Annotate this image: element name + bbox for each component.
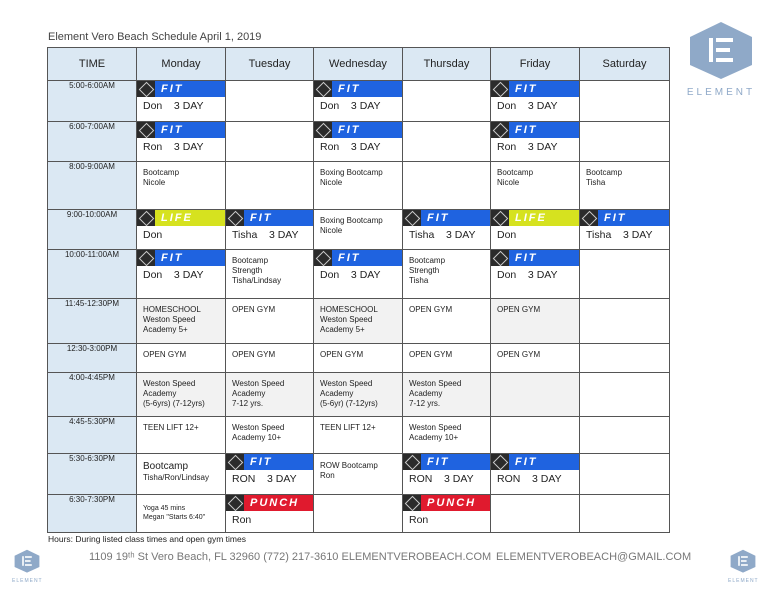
schedule-row (48, 122, 670, 162)
class-instructor: RON 3 DAY (409, 473, 474, 485)
class-text-line: OPEN GYM (143, 350, 187, 359)
schedule-cell (137, 299, 226, 344)
class-text-line: TEEN LIFT 12+ (143, 423, 199, 432)
schedule-cell (580, 454, 670, 495)
badge-word: FIT (155, 250, 225, 266)
schedule-row (48, 495, 670, 533)
element-logo-small-right (728, 549, 758, 584)
class-text-line: Weston Speed (320, 315, 373, 324)
element-logo-small-left (12, 549, 42, 584)
schedule-row (48, 250, 670, 299)
class-text-line: Weston Speed (409, 423, 462, 432)
class-text-line: Weston Speed (409, 379, 462, 388)
element-mark-icon (491, 81, 509, 97)
class-text-line: Weston Speed (232, 423, 285, 432)
schedule-cell (403, 122, 491, 162)
schedule-cell (137, 122, 226, 162)
class-text-line: Nicole (320, 178, 343, 187)
element-mark-icon (137, 250, 155, 266)
badge-word: FIT (155, 122, 225, 138)
schedule-cell (403, 299, 491, 344)
element-hexagon-icon (13, 549, 41, 573)
fit-class-badge (314, 250, 402, 266)
schedule-cell (226, 344, 314, 373)
class-text-line: Weston Speed (143, 315, 196, 324)
badge-word: FIT (509, 122, 579, 138)
time-slot: 5:00-6:00AM (48, 81, 137, 122)
schedule-cell (580, 81, 670, 122)
page-title: Element Vero Beach Schedule April 1, 2019 (48, 31, 262, 43)
schedule-cell (403, 162, 491, 210)
element-mark-icon (580, 210, 598, 226)
schedule-cell (314, 81, 403, 122)
brand-name: ELEMENT (686, 87, 756, 98)
brand-name-small: ELEMENT (12, 578, 43, 584)
class-instructor: Don 3 DAY (143, 100, 204, 112)
time-slot: 9:00-10:00AM (48, 210, 137, 250)
schedule-cell (226, 299, 314, 344)
class-text-line: Megan "Starts 6:40" (143, 514, 206, 521)
fit-class-badge (491, 250, 579, 266)
element-mark-icon (491, 122, 509, 138)
header-row (48, 48, 670, 81)
element-hexagon-icon (729, 549, 757, 573)
class-text-line: Academy 10+ (409, 433, 459, 442)
schedule-row (48, 344, 670, 373)
fit-class-badge (403, 454, 490, 470)
schedule-cell (403, 495, 491, 533)
class-text-line: HOMESCHOOL (143, 305, 201, 314)
fit-class-badge (226, 454, 313, 470)
class-text-line: OPEN GYM (497, 350, 541, 359)
schedule-cell (403, 81, 491, 122)
schedule-cell (403, 417, 491, 454)
element-mark-icon (491, 454, 509, 470)
time-slot: 5:30-6:30PM (48, 454, 137, 495)
class-instructor: Don 3 DAY (320, 269, 381, 281)
schedule-cell (580, 344, 670, 373)
class-text-line: Academy 10+ (232, 433, 282, 442)
class-text-line: Academy (409, 389, 443, 398)
schedule-cell (403, 373, 491, 417)
class-text-line: Strength (409, 266, 440, 275)
address: 1109 19ᵗʰ St Vero Beach, FL 32960 (772) 217-3610 ELEMENTVEROBEACH.COM (89, 551, 492, 563)
schedule-cell (314, 344, 403, 373)
element-mark-icon (226, 454, 244, 470)
class-instructors: Tisha/Ron/Lindsay (143, 473, 209, 482)
time-slot: 12:30-3:00PM (48, 344, 137, 373)
schedule-cell (580, 122, 670, 162)
badge-word: FIT (509, 250, 579, 266)
class-text-line: Ron (320, 471, 335, 480)
class-text-line: OPEN GYM (497, 305, 541, 314)
schedule-cell (314, 373, 403, 417)
element-mark-icon (314, 122, 332, 138)
schedule-cell (226, 81, 314, 122)
schedule-cell (137, 417, 226, 454)
fit-class-badge (137, 81, 225, 97)
schedule-cell (226, 373, 314, 417)
life-class-badge (137, 210, 225, 226)
schedule-row (48, 81, 670, 122)
element-mark-icon (314, 250, 332, 266)
header-wednesday: Wednesday (314, 48, 403, 81)
schedule-cell (226, 495, 314, 533)
schedule-cell (491, 417, 580, 454)
element-mark-icon (137, 122, 155, 138)
schedule-cell (226, 250, 314, 299)
schedule-cell (314, 495, 403, 533)
schedule-cell (403, 454, 491, 495)
class-text-line: Bootcamp (586, 168, 623, 177)
punch-class-badge (226, 495, 313, 511)
class-instructor: Don 3 DAY (320, 100, 381, 112)
schedule-table (47, 47, 670, 533)
schedule-cell (137, 250, 226, 299)
schedule-cell (226, 417, 314, 454)
class-text-line: Academy 5+ (320, 325, 365, 334)
header-monday: Monday (137, 48, 226, 81)
schedule-cell (314, 454, 403, 495)
badge-word: FIT (509, 81, 579, 97)
class-instructor: Ron 3 DAY (320, 141, 381, 153)
schedule-cell (580, 299, 670, 344)
element-mark-icon (403, 454, 421, 470)
class-text-line: TEEN LIFT 12+ (320, 423, 376, 432)
badge-word: FIT (244, 210, 313, 226)
schedule-cell (491, 250, 580, 299)
schedule-cell (226, 210, 314, 250)
schedule-cell (314, 299, 403, 344)
schedule-cell (226, 122, 314, 162)
element-mark-icon (226, 495, 244, 511)
class-instructor: Don 3 DAY (497, 100, 558, 112)
class-text-line: Academy (232, 389, 266, 398)
fit-class-badge (491, 122, 579, 138)
badge-word: FIT (244, 454, 313, 470)
time-slot: 4:45-5:30PM (48, 417, 137, 454)
schedule-cell (137, 344, 226, 373)
schedule-row (48, 454, 670, 495)
schedule-cell (137, 454, 226, 495)
class-text-line: Weston Speed (320, 379, 373, 388)
class-instructor: Ron (232, 514, 252, 526)
schedule-cell (314, 210, 403, 250)
class-instructor: Don (497, 229, 517, 241)
class-text-line: Nicole (143, 178, 166, 187)
fit-class-badge (314, 81, 402, 97)
schedule-cell (491, 454, 580, 495)
schedule-row (48, 417, 670, 454)
element-mark-icon (403, 210, 421, 226)
schedule-cell (580, 417, 670, 454)
badge-word: FIT (421, 210, 490, 226)
class-text-line: Academy (320, 389, 354, 398)
class-text-line: Tisha (586, 178, 606, 187)
class-text-line: Weston Speed (232, 379, 285, 388)
badge-word: FIT (509, 454, 579, 470)
class-text-line: Tisha (409, 276, 429, 285)
element-mark-icon (491, 250, 509, 266)
class-text-line: Tisha/Lindsay (232, 276, 282, 285)
header-thursday: Thursday (403, 48, 491, 81)
badge-word: PUNCH (421, 495, 490, 511)
schedule-cell (314, 417, 403, 454)
class-text-line: Boxing Bootcamp (320, 216, 383, 225)
schedule-cell (491, 122, 580, 162)
badge-word: FIT (598, 210, 669, 226)
class-instructor: Ron 3 DAY (143, 141, 204, 153)
header-saturday: Saturday (580, 48, 670, 81)
schedule-cell (137, 495, 226, 533)
class-text-line: HOMESCHOOL (320, 305, 378, 314)
schedule-row (48, 162, 670, 210)
schedule-cell (491, 495, 580, 533)
element-mark-icon (491, 210, 509, 226)
class-instructor: Ron 3 DAY (497, 141, 558, 153)
element-logo (683, 20, 759, 98)
element-hexagon-icon (686, 20, 756, 80)
class-instructor: Tisha 3 DAY (586, 229, 653, 241)
schedule-cell (491, 373, 580, 417)
class-instructor: Don 3 DAY (143, 269, 204, 281)
schedule-cell (137, 210, 226, 250)
schedule-cell (403, 250, 491, 299)
schedule-cell (137, 373, 226, 417)
schedule-cell (226, 162, 314, 210)
badge-word: FIT (421, 454, 490, 470)
element-mark-icon (314, 81, 332, 97)
class-text-line: Bootcamp (497, 168, 534, 177)
class-text-line: Bootcamp (232, 256, 269, 265)
time-slot: 4:00-4:45PM (48, 373, 137, 417)
schedule-cell (314, 250, 403, 299)
header-time: TIME (48, 48, 137, 81)
class-text-line: OPEN GYM (232, 350, 276, 359)
schedule-cell (314, 162, 403, 210)
hours-note: Hours: During listed class times and open gym times (48, 534, 246, 544)
element-mark-icon (137, 81, 155, 97)
fit-class-badge (491, 454, 579, 470)
class-text-line: Bootcamp (409, 256, 446, 265)
schedule-cell (580, 162, 670, 210)
fit-class-badge (226, 210, 313, 226)
class-text-line: Nicole (497, 178, 520, 187)
schedule-cell (580, 250, 670, 299)
punch-class-badge (403, 495, 490, 511)
class-text-line: Yoga 45 mins (143, 505, 186, 512)
email: ELEMENTVEROBEACH@GMAIL.COM (496, 551, 692, 563)
time-slot: 6:30-7:30PM (48, 495, 137, 533)
class-instructor: RON 3 DAY (232, 473, 297, 485)
header-tuesday: Tuesday (226, 48, 314, 81)
schedule-cell (491, 210, 580, 250)
life-class-badge (491, 210, 579, 226)
class-instructor: Don (143, 229, 163, 241)
schedule-cell (403, 344, 491, 373)
class-text-line: (5-6yr) (7-12yrs) (320, 399, 378, 408)
class-text-line: Bootcamp (143, 168, 180, 177)
class-instructor: Don 3 DAY (497, 269, 558, 281)
schedule-row (48, 210, 670, 250)
class-text-line: Boxing Bootcamp (320, 168, 383, 177)
badge-word: FIT (332, 81, 402, 97)
badge-word: LIFE (155, 210, 225, 226)
schedule-cell (314, 122, 403, 162)
brand-name-small: ELEMENT (728, 578, 759, 584)
class-text-line: Academy (143, 389, 177, 398)
fit-class-badge (403, 210, 490, 226)
class-text-line: Bootcamp (143, 461, 189, 472)
fit-class-badge (137, 122, 225, 138)
time-slot: 11:45-12:30PM (48, 299, 137, 344)
fit-class-badge (491, 81, 579, 97)
class-text-line: Academy 5+ (143, 325, 188, 334)
badge-word: FIT (155, 81, 225, 97)
schedule-cell (137, 81, 226, 122)
class-text-line: 7-12 yrs. (232, 399, 264, 408)
time-slot: 8:00-9:00AM (48, 162, 137, 210)
schedule-cell (491, 344, 580, 373)
schedule-cell (403, 210, 491, 250)
schedule-row (48, 299, 670, 344)
schedule-cell (580, 373, 670, 417)
class-instructor: Tisha 3 DAY (232, 229, 299, 241)
fit-class-badge (580, 210, 669, 226)
element-mark-icon (226, 210, 244, 226)
class-text-line: 7-12 yrs. (409, 399, 441, 408)
schedule-row (48, 373, 670, 417)
header-friday: Friday (491, 48, 580, 81)
badge-word: PUNCH (244, 495, 313, 511)
time-slot: 10:00-11:00AM (48, 250, 137, 299)
class-text-line: Weston Speed (143, 379, 196, 388)
element-mark-icon (403, 495, 421, 511)
schedule-cell (491, 162, 580, 210)
time-slot: 6:00-7:00AM (48, 122, 137, 162)
class-text-line: OPEN GYM (409, 305, 453, 314)
badge-word: FIT (332, 250, 402, 266)
badge-word: LIFE (509, 210, 579, 226)
schedule-cell (491, 81, 580, 122)
element-mark-icon (137, 210, 155, 226)
class-instructor: Tisha 3 DAY (409, 229, 476, 241)
schedule-cell (491, 299, 580, 344)
class-text-line: Strength (232, 266, 263, 275)
schedule-cell (226, 454, 314, 495)
class-text-line: Nicole (320, 226, 343, 235)
class-text-line: ROW Bootcamp (320, 461, 378, 470)
schedule-cell (137, 162, 226, 210)
fit-class-badge (137, 250, 225, 266)
schedule-cell (580, 210, 670, 250)
class-text-line: OPEN GYM (232, 305, 276, 314)
class-text-line: OPEN GYM (320, 350, 364, 359)
badge-word: FIT (332, 122, 402, 138)
fit-class-badge (314, 122, 402, 138)
schedule-cell (580, 495, 670, 533)
class-instructor: RON 3 DAY (497, 473, 562, 485)
class-text-line: (5-6yrs) (7-12yrs) (143, 399, 205, 408)
class-instructor: Ron (409, 514, 429, 526)
class-text-line: OPEN GYM (409, 350, 453, 359)
